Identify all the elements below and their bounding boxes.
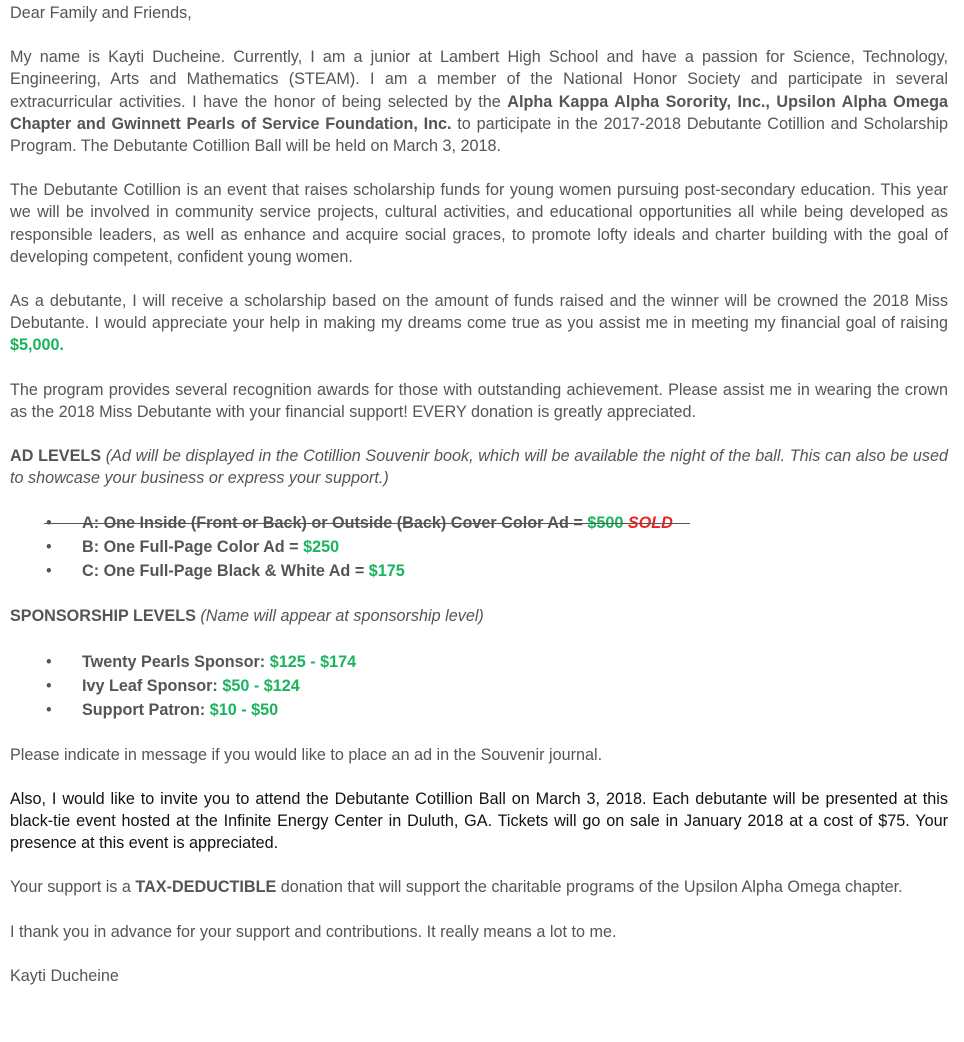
sponsor-level-price: $125 - $174 xyxy=(269,652,357,671)
thanks-paragraph: I thank you in advance for your support and contributions. It really means a lot to me. xyxy=(10,922,617,941)
scholarship-paragraph xyxy=(10,290,948,357)
bullet-icon: • xyxy=(46,562,52,581)
intro-paragraph xyxy=(10,46,948,157)
sponsor-level-price: $10 - $50 xyxy=(209,700,279,719)
tax-paragraph xyxy=(10,876,948,898)
ad-level-label: C: One Full-Page Black & White Ad = xyxy=(82,562,369,581)
list-item xyxy=(10,511,948,535)
invitation-paragraph: Also, I would like to invite you to attend the Debutante Cotillion Ball on March 3, 2018. Each debutante will be presented at this black-tie event hosted at the Infinite Energy Center in Duluth, GA. Tickets will go on sale in January 2018 at a cost of $75. Your presence at this event is appreciated. xyxy=(10,789,948,853)
list-item xyxy=(10,650,948,674)
list-item xyxy=(10,535,948,559)
tax-text-1: Your support is a xyxy=(10,878,136,897)
ad-level-label: B: One Full-Page Color Ad = xyxy=(82,538,304,557)
greeting: Dear Family and Friends, xyxy=(10,4,192,22)
sponsor-level-label: Twenty Pearls Sponsor: xyxy=(82,652,270,671)
scholarship-text: As a debutante, I will receive a scholarship based on the amount of funds raised and the winner will be crowned the 2018 Miss Debutante. I would appreciate your help in making my dreams come true as you assist me in meeting my financial goal of raising xyxy=(10,292,948,333)
bullet-icon: • xyxy=(46,538,52,557)
organization-name: Alpha Kappa Alpha Sorority, Inc., Upsilon Alpha Omega Chapter and Gwinnett Pearls of Service Foundation, Inc. xyxy=(10,92,948,133)
intro-text-2: to participate in the 2017-2018 Debutante Cotillion and Scholarship Program. The Debutante Cotillion Ball will be held on March 3, 2018. xyxy=(10,114,948,156)
financial-goal: $5,000. xyxy=(10,336,65,355)
sponsor-level-price: $50 - $124 xyxy=(222,676,300,695)
ad-level-price: $250 xyxy=(303,538,340,557)
ad-levels-list xyxy=(10,511,948,583)
sponsorship-note: (Name will appear at sponsorship level) xyxy=(195,607,484,626)
ad-level-price: $175 xyxy=(368,562,405,581)
list-item xyxy=(10,559,948,583)
awards-paragraph: The program provides several recognition awards for those with outstanding achievement. Please assist me in wearing the crown as the 2018 Miss Debutante with your financial support! EVERY donation is greatly appreciated. xyxy=(10,380,948,421)
list-item xyxy=(10,674,948,698)
strikethrough-line xyxy=(44,523,690,524)
signature: Kayti Ducheine xyxy=(10,966,119,985)
sponsor-level-label: Ivy Leaf Sponsor: xyxy=(82,676,223,695)
ad-levels-note: (Ad will be displayed in the Cotillion Souvenir book, which will be available the night of the ball. This can also be used to showcase your business or express your support.) xyxy=(10,447,948,488)
ad-levels-heading: AD LEVELS xyxy=(10,447,102,466)
ad-level-label: A: One Inside (Front or Back) or Outside (Back) Cover Color Ad = xyxy=(82,514,588,533)
bullet-icon: • xyxy=(46,676,52,695)
bullet-icon: • xyxy=(46,514,52,533)
sold-badge: SOLD xyxy=(623,514,673,533)
ad-level-price: $500 xyxy=(587,514,624,533)
cotillion-paragraph: The Debutante Cotillion is an event that raises scholarship funds for young women pursuing post-secondary education. This year we will be involved in community service projects, cultural activities, and educational opportunities all while being developed as responsible leaders, as well as enhance and acquire social graces, to promote lofty ideals and charter building with the goal of developing competent, confident young women. xyxy=(10,181,948,266)
sponsor-level-label: Support Patron: xyxy=(82,700,210,719)
intro-text-1: My name is Kayti Ducheine. Currently, I am a junior at Lambert High School and have a passion for Science, Technology, Engineering, Arts and Mathematics (STEAM). I am a member of the National Honor Society and participate in several extracurricular activities. I have the honor of being selected by the xyxy=(10,48,948,111)
sponsorship-intro xyxy=(10,605,948,627)
tax-text-2: donation that will support the charitable programs of the Upsilon Alpha Omega chapter. xyxy=(276,878,903,897)
bullet-icon: • xyxy=(46,652,52,671)
ad-levels-intro xyxy=(10,445,948,489)
sponsorship-list xyxy=(10,650,948,722)
tax-deductible-label: TAX-DEDUCTIBLE xyxy=(135,878,277,897)
list-item xyxy=(10,698,948,722)
bullet-icon: • xyxy=(46,700,52,719)
sponsorship-heading: SPONSORSHIP LEVELS xyxy=(10,607,196,626)
souvenir-paragraph: Please indicate in message if you would like to place an ad in the Souvenir journal. xyxy=(10,745,603,764)
